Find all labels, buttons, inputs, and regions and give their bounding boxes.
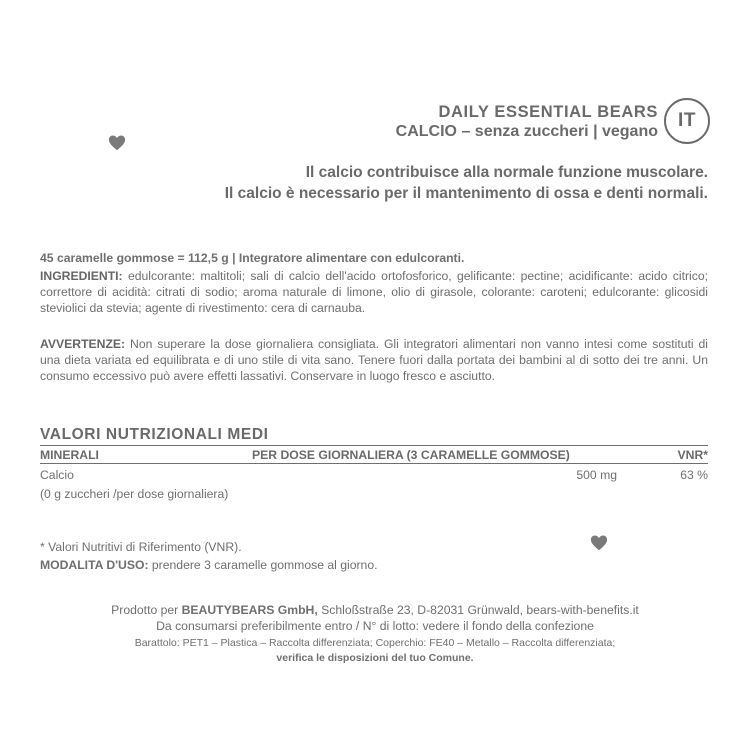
product-subtitle: CALCIO – senza zuccheri | vegano (395, 123, 658, 140)
nutrient-amount: 500 mg (576, 468, 617, 482)
producer-prefix: Prodotto per (111, 603, 179, 617)
column-header-minerals: MINERALI (40, 448, 99, 462)
best-before-line: Da consumarsi preferibilmente entro / N° di lotto: vedere il fondo della confezione (156, 619, 594, 633)
language-badge: IT (664, 98, 710, 144)
warnings-label: AVVERTENZE: (40, 337, 126, 351)
vnr-footnote: * Valori Nutritivi di Riferimento (VNR). (40, 540, 242, 554)
table-divider (40, 445, 708, 446)
usage-label: MODALITA D'USO: (40, 558, 149, 572)
usage-text: prendere 3 caramelle gommose al giorno. (151, 558, 378, 572)
health-claims (225, 162, 708, 204)
nutrient-vnr: 63 % (680, 468, 708, 482)
claim-line: Il calcio contribuisce alla normale funzione muscolare. (305, 164, 708, 181)
table-divider (40, 463, 708, 464)
ingredients-paragraph (40, 268, 708, 316)
producer-line (0, 603, 750, 617)
warnings-paragraph (40, 336, 708, 384)
usage-instructions (40, 558, 378, 572)
producer-name: BEAUTYBEARS GmbH, (181, 603, 318, 617)
disposal-line: verifica le disposizioni del tuo Comune. (276, 652, 474, 664)
column-header-vnr: VNR* (677, 448, 708, 462)
ingredients-text: edulcorante: maltitoli; sali di calcio dell'acido ortofosforico, gelificante: pectine; acidificante: acido citrico; correttore di acidità: citrati di sodio; aroma naturale di limone, olio di girasole, colorante: caroteni; edulcorante: glicosidi steviolici da stevia; agente di rivestimento: cera di carnauba. (40, 269, 709, 315)
nutrient-name: Calcio (40, 468, 74, 482)
heart-icon (590, 534, 608, 552)
ingredients-label: INGREDIENTI: (40, 269, 123, 283)
producer-address: Schloßstraße 23, D-82031 Grünwald, bears-with-benefits.it (321, 603, 639, 617)
column-header-daily-dose: PER DOSE GIORNALIERA (3 CARAMELLE GOMMOSE) (252, 448, 570, 462)
sugar-note: (0 g zuccheri /per dose giornaliera) (40, 487, 229, 501)
warnings-text: Non superare la dose giornaliera consigliata. Gli integratori alimentari non vanno intesi come sostituti di una dieta variata ed equilibrata e di uno stile di vita sano. Tenere fuori dalla portata dei bambini al di sotto dei tre anni. Un consumo eccessivo può avere effetti lassativi. Conservare in luogo fresco e asciutto. (40, 337, 708, 383)
claim-line: Il calcio è necessario per il mantenimento di ossa e denti normali. (224, 185, 708, 202)
net-content: 45 caramelle gommose = 112,5 g | Integratore alimentare con edulcoranti. (40, 251, 465, 265)
product-title: DAILY ESSENTIAL BEARS (438, 103, 658, 121)
heart-icon (108, 134, 126, 152)
packaging-line: Barattolo: PET1 – Plastica – Raccolta differenziata; Coperchio: FE40 – Metallo – Raccolta differenziata; (134, 637, 616, 649)
nutrition-title: VALORI NUTRIZIONALI MEDI (40, 426, 269, 443)
